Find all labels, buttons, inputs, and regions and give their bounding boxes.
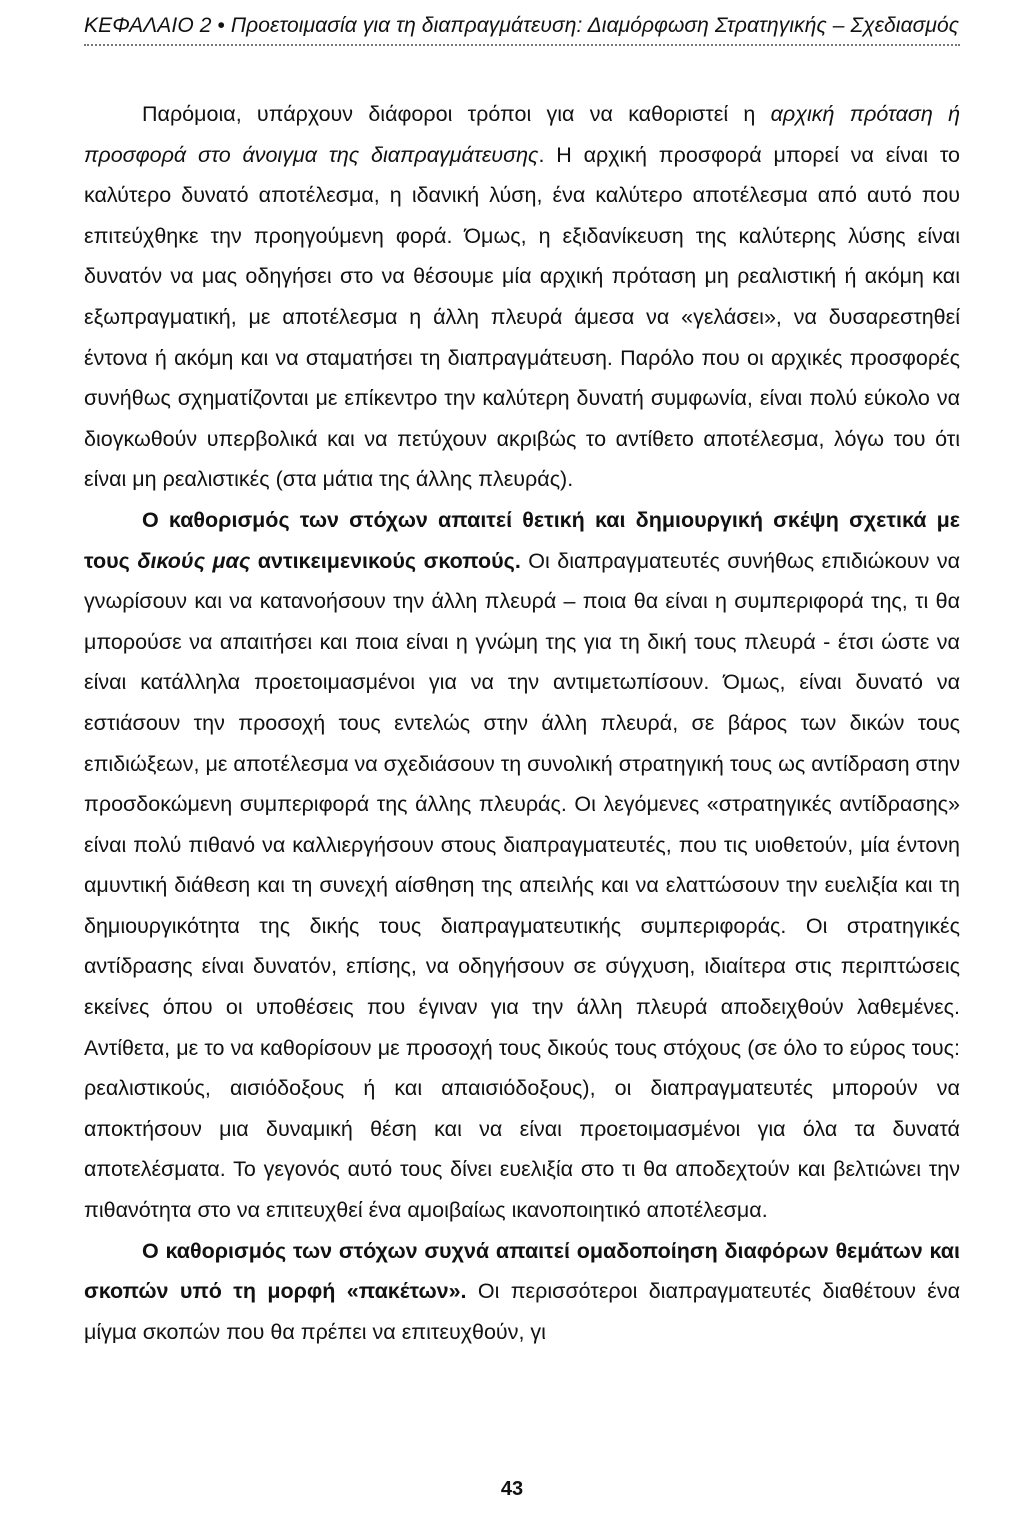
paragraph-1-italic-term: αρχική πρόταση ή προσφορά στο άνοιγμα της διαπραγμάτευσης (84, 102, 961, 167)
page-number: 43 (500, 1478, 524, 1500)
paragraph-3-bold-lead: Ο καθορισμός των στόχων συχνά απαιτεί ομαδοποίηση διαφόρων θεμάτων και σκοπών υπό τη μορφή «πακέτων». (84, 1238, 960, 1304)
header-bullet: • (217, 14, 225, 37)
paragraph-goal-setting (84, 500, 960, 1231)
paragraph-initial-offer (84, 94, 960, 500)
paragraph-2-text: Οι διαπραγματευτές συνήθως επιδιώκουν να γνωρίσουν και να κατανοήσουν την άλλη πλευρά – ποια θα είναι η συμπεριφορά της, τι θα μπορούσε να απαιτήσει και ποια είναι η γνώμη της για τη δική τους πλευρά - έτσι ώστε να είναι κατάλληλα προετοιμασμένοι για να την αντιμετωπίσουν. Όμως, είναι δυνατό να εστιάσουν την προσοχή τους εντελώς στην άλλη πλευρά, σε βάρος των δικών τους επιδιώξεων, με αποτέλεσμα να σχεδιάσουν τη συνολική στρατηγική τους ως αντίδραση στην προσδοκώμενη συμπεριφορά της άλλης πλευράς. Οι λεγόμενες «στρατηγικές αντίδρασης» είναι πολύ πιθανό να καλλιεργήσουν στους διαπραγματευτές, που τις υιοθετούν, μία έντονη αμυντική διάθεση και τη συνεχή αίσθηση της απειλής και να ελαττώσουν την ευελιξία και τη δημιουργικότητα της δικής τους διαπραγματευτικής συμπεριφοράς. Οι στρατηγικές αντίδρασης είναι δυνατόν, επίσης, να οδηγήσουν σε σύγχυση, ιδιαίτερα στις περιπτώσεις εκείνες όπου οι υποθέσεις που έγιναν για την άλλη πλευρά αποδειχθούν λαθεμένες. Αντίθετα, με το να καθορίσουν με προσοχή τους δικούς τους στόχους (σε όλο το εύρος τους: ρεαλιστικούς, αισιόδοξους ή και απαισιόδοξους), οι διαπραγματευτές μπορούν να αποκτήσουν μια δυναμική θέση και να είναι προετοιμασμένοι για όλα τα δυνατά αποτελέσματα. Το γεγονός αυτό τους δίνει ευελιξία στο τι θα αποδεχτούν και βελτιώνει την πιθανότητα στο να επιτευχθεί ένα αμοιβαίως ικανοποιητικό αποτέλεσμα. (84, 548, 960, 1223)
running-header (84, 14, 964, 38)
paragraph-grouping (84, 1231, 960, 1353)
body-text (84, 94, 960, 1352)
paragraph-2-bold-italic: δικούς μας (137, 548, 251, 573)
header-divider (84, 44, 960, 46)
paragraph-1-text-a: Παρόμοια, υπάρχουν διάφοροι τρόποι για να καθοριστεί η (142, 102, 771, 126)
paragraph-1-text-b: . Η αρχική προσφορά μπορεί να είναι το καλύτερο δυνατό αποτέλεσμα, η ιδανική λύση, ένα καλύτερο αποτέλεσμα από αυτό που επιτεύχθηκε την προηγούμενη φορά. Όμως, η εξιδανίκευση της καλύτερης λύσης είναι δυνατόν να μας οδηγήσει στο να θέσουμε μία αρχική πρόταση μη ρεαλιστική ή ακόμη και εξωπραγματική, με αποτέλεσμα η άλλη πλευρά άμεσα να «γελάσει», να δυσαρεστηθεί έντονα ή ακόμη και να σταματήσει τη διαπραγμάτευση. Παρόλο που οι αρχικές προσφορές συνήθως σχηματίζονται με επίκεντρο την καλύτερη δυνατή συμφωνία, είναι πολύ εύκολο να διογκωθούν υπερβολικά και να πετύχουν ακριβώς το αντίθετο αποτέλεσμα, λόγω του ότι είναι μη ρεαλιστικές (στα μάτια της άλλης πλευράς). (84, 142, 960, 492)
chapter-label: ΚΕΦΑΛΑΙΟ 2 (84, 14, 212, 37)
paragraph-2-bold-lead-a: Ο καθορισμός των στόχων απαιτεί θετική και δημιουργική σκέψη σχετικά με τους (84, 507, 960, 573)
chapter-title: Προετοιμασία για τη διαπραγμάτευση: Διαμόρφωση Στρατηγικής – Σχεδιασμός (230, 14, 960, 37)
paragraph-3-text: Οι περισσότεροι διαπραγματευτές διαθέτουν ένα μίγμα σκοπών που θα πρέπει να επιτευχθούν, γι (84, 1279, 961, 1344)
paragraph-2-bold-lead-b: αντικειμενικούς σκοπούς. (250, 548, 521, 573)
